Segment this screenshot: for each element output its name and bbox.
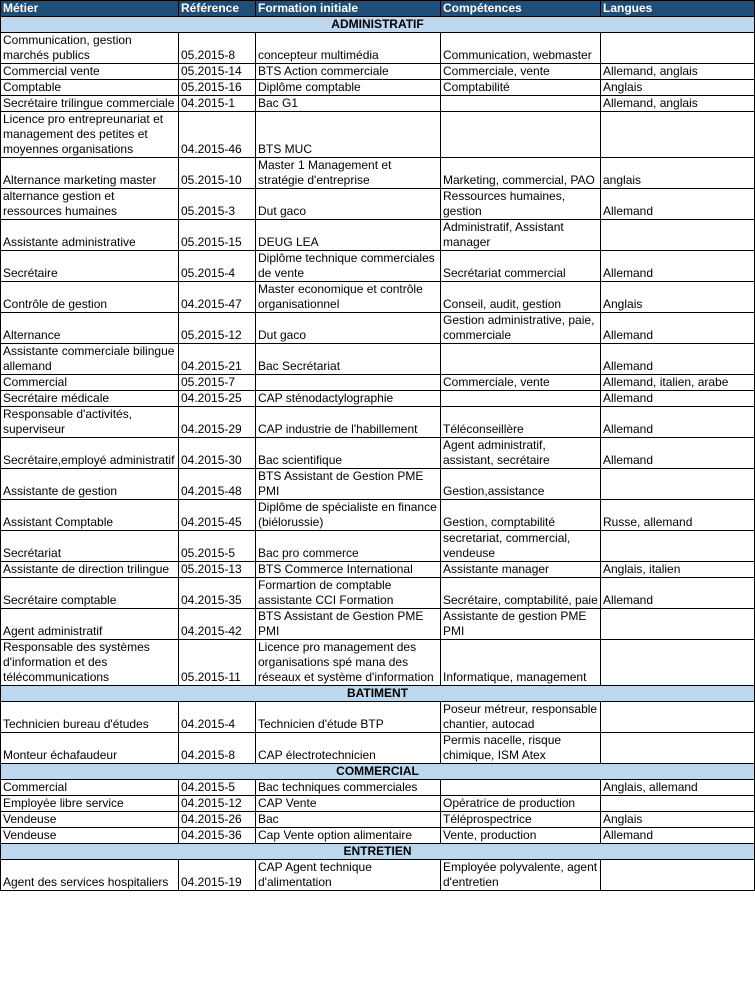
cell-reference: 05.2015-15 — [179, 220, 256, 251]
cell-langues: Anglais — [601, 812, 755, 828]
table-row — [1, 438, 755, 469]
cell-langues — [601, 702, 755, 733]
cell-competences — [441, 112, 601, 158]
cell-competences: Assistante manager — [441, 562, 601, 578]
cell-competences: Ressources humaines, gestion — [441, 189, 601, 220]
cell-formation: BTS Commerce International — [256, 562, 441, 578]
cell-competences: Commerciale, vente — [441, 375, 601, 391]
table-row — [1, 391, 755, 407]
cell-langues: Allemand — [601, 251, 755, 282]
cell-langues: Anglais — [601, 80, 755, 96]
cell-metier: Alternance marketing master — [1, 158, 179, 189]
cell-competences: Communication, webmaster — [441, 33, 601, 64]
cell-formation: Technicien d'étude BTP — [256, 702, 441, 733]
cell-reference: 05.2015-11 — [179, 640, 256, 686]
cell-formation: Bac scientifique — [256, 438, 441, 469]
cell-formation: Master economique et contrôle organisationnel — [256, 282, 441, 313]
cell-competences: Vente, production — [441, 828, 601, 844]
table-row — [1, 780, 755, 796]
section-title: COMMERCIAL — [1, 764, 755, 780]
cell-formation: Diplôme technique commerciales de vente — [256, 251, 441, 282]
table-row — [1, 158, 755, 189]
cell-langues: Anglais — [601, 282, 755, 313]
cell-reference: 04.2015-47 — [179, 282, 256, 313]
cell-metier: Secrétariat — [1, 531, 179, 562]
cell-langues: Anglais, italien — [601, 562, 755, 578]
cell-langues: Allemand — [601, 189, 755, 220]
cell-formation: Bac G1 — [256, 96, 441, 112]
cell-langues — [601, 112, 755, 158]
cell-formation: CAP industrie de l'habillement — [256, 407, 441, 438]
cell-formation: Master 1 Management et stratégie d'entreprise — [256, 158, 441, 189]
cell-langues: Anglais, allemand — [601, 780, 755, 796]
cell-formation: DEUG LEA — [256, 220, 441, 251]
cell-langues — [601, 796, 755, 812]
cell-langues: Allemand — [601, 828, 755, 844]
cell-reference: 04.2015-8 — [179, 733, 256, 764]
cell-formation: Dut gaco — [256, 189, 441, 220]
cell-formation: concepteur multimédia — [256, 33, 441, 64]
cell-metier: Assistante de gestion — [1, 469, 179, 500]
table-row — [1, 796, 755, 812]
table-row — [1, 531, 755, 562]
cell-reference: 05.2015-13 — [179, 562, 256, 578]
cell-reference: 05.2015-4 — [179, 251, 256, 282]
cell-metier: Responsable des systèmes d'information et des télécommunications — [1, 640, 179, 686]
cell-reference: 04.2015-1 — [179, 96, 256, 112]
cell-reference: 04.2015-12 — [179, 796, 256, 812]
cell-metier: Agent administratif — [1, 609, 179, 640]
table-row — [1, 578, 755, 609]
cell-competences: Employée polyvalente, agent d'entretien — [441, 860, 601, 891]
table-row — [1, 640, 755, 686]
cell-reference: 04.2015-35 — [179, 578, 256, 609]
table-row — [1, 407, 755, 438]
cell-competences — [441, 96, 601, 112]
cell-formation: BTS MUC — [256, 112, 441, 158]
header-reference: Référence — [179, 1, 256, 17]
cell-metier: Monteur échafaudeur — [1, 733, 179, 764]
cell-formation: CAP Vente — [256, 796, 441, 812]
cell-metier: Responsable d'activités, superviseur — [1, 407, 179, 438]
cell-langues — [601, 860, 755, 891]
cell-metier: Commercial vente — [1, 64, 179, 80]
cell-reference: 04.2015-45 — [179, 500, 256, 531]
cell-reference: 04.2015-29 — [179, 407, 256, 438]
table-row — [1, 733, 755, 764]
cell-metier: Assistante commerciale bilingue allemand — [1, 344, 179, 375]
cell-reference: 04.2015-26 — [179, 812, 256, 828]
cell-reference: 04.2015-21 — [179, 344, 256, 375]
cell-langues: Allemand, anglais — [601, 96, 755, 112]
cell-metier: Commercial — [1, 375, 179, 391]
cell-metier: Vendeuse — [1, 828, 179, 844]
cell-competences: Secrétariat commercial — [441, 251, 601, 282]
cell-metier: Assistante de direction trilingue — [1, 562, 179, 578]
section-header-row — [1, 764, 755, 780]
cell-competences: Gestion,assistance — [441, 469, 601, 500]
cell-metier: Secrétaire — [1, 251, 179, 282]
cell-langues: Allemand — [601, 313, 755, 344]
cell-langues: Russe, allemand — [601, 500, 755, 531]
table-row — [1, 64, 755, 80]
cell-metier: Communication, gestion marchés publics — [1, 33, 179, 64]
table-row — [1, 282, 755, 313]
table-row — [1, 375, 755, 391]
cell-langues — [601, 531, 755, 562]
cell-reference: 04.2015-5 — [179, 780, 256, 796]
cell-metier: Assistant Comptable — [1, 500, 179, 531]
cell-reference: 04.2015-4 — [179, 702, 256, 733]
cell-metier: Contrôle de gestion — [1, 282, 179, 313]
cell-formation: CAP électrotechnicien — [256, 733, 441, 764]
cell-formation — [256, 375, 441, 391]
table-row — [1, 220, 755, 251]
cell-langues: Allemand — [601, 438, 755, 469]
cell-formation: CAP Agent technique d'alimentation — [256, 860, 441, 891]
header-formation: Formation initiale — [256, 1, 441, 17]
cell-reference: 04.2015-46 — [179, 112, 256, 158]
cell-metier: Secrétaire,employé administratif — [1, 438, 179, 469]
cell-metier: Commercial — [1, 780, 179, 796]
cell-metier: Agent des services hospitaliers — [1, 860, 179, 891]
cell-metier: alternance gestion et ressources humaines — [1, 189, 179, 220]
cell-reference: 04.2015-19 — [179, 860, 256, 891]
cell-langues — [601, 640, 755, 686]
header-competences: Compétences — [441, 1, 601, 17]
cell-metier: Secrétaire médicale — [1, 391, 179, 407]
table-row — [1, 33, 755, 64]
cell-langues: Allemand — [601, 578, 755, 609]
cell-langues — [601, 469, 755, 500]
cell-metier: Vendeuse — [1, 812, 179, 828]
cell-reference: 04.2015-25 — [179, 391, 256, 407]
cell-formation: BTS Assistant de Gestion PME PMI — [256, 609, 441, 640]
cell-competences: Téléconseillère — [441, 407, 601, 438]
cell-competences: Comptabilité — [441, 80, 601, 96]
cell-competences: Gestion administrative, paie, commerciale — [441, 313, 601, 344]
table-row — [1, 609, 755, 640]
table-row — [1, 500, 755, 531]
cell-metier: Technicien bureau d'études — [1, 702, 179, 733]
cell-competences: Agent administratif, assistant, secrétaire — [441, 438, 601, 469]
section-header-row — [1, 17, 755, 33]
cell-competences: Conseil, audit, gestion — [441, 282, 601, 313]
cell-langues — [601, 33, 755, 64]
cell-langues: Allemand, italien, arabe — [601, 375, 755, 391]
table-row — [1, 562, 755, 578]
table-row — [1, 112, 755, 158]
cell-reference: 05.2015-14 — [179, 64, 256, 80]
cell-formation: Bac pro commerce — [256, 531, 441, 562]
table-row — [1, 96, 755, 112]
section-header-row — [1, 844, 755, 860]
cell-competences: secretariat, commercial, vendeuse — [441, 531, 601, 562]
section-title: ADMINISTRATIF — [1, 17, 755, 33]
table-row — [1, 313, 755, 344]
cell-metier: Licence pro entrepreunariat et management des petites et moyennes organisations — [1, 112, 179, 158]
cell-metier: Comptable — [1, 80, 179, 96]
table-row — [1, 812, 755, 828]
cell-reference: 04.2015-36 — [179, 828, 256, 844]
cell-reference: 05.2015-12 — [179, 313, 256, 344]
cell-langues: anglais — [601, 158, 755, 189]
cell-reference: 04.2015-48 — [179, 469, 256, 500]
table-row — [1, 344, 755, 375]
cell-competences: Assistante de gestion PME PMI — [441, 609, 601, 640]
cell-competences: Secrétaire, comptabilité, paie — [441, 578, 601, 609]
table-row — [1, 828, 755, 844]
cell-competences: Marketing, commercial, PAO — [441, 158, 601, 189]
cell-langues: Allemand, anglais — [601, 64, 755, 80]
cell-reference: 05.2015-3 — [179, 189, 256, 220]
cell-metier: Assistante administrative — [1, 220, 179, 251]
cell-reference: 05.2015-16 — [179, 80, 256, 96]
cell-formation: CAP sténodactylographie — [256, 391, 441, 407]
cell-metier: Secrétaire trilingue commerciale — [1, 96, 179, 112]
table-row — [1, 469, 755, 500]
cell-competences: Commerciale, vente — [441, 64, 601, 80]
cell-reference: 05.2015-7 — [179, 375, 256, 391]
table-body — [1, 17, 755, 891]
cell-metier: Secrétaire comptable — [1, 578, 179, 609]
cell-formation: Bac — [256, 812, 441, 828]
cell-formation: Licence pro management des organisations spé mana des réseaux et système d'information — [256, 640, 441, 686]
section-title: BATIMENT — [1, 686, 755, 702]
cell-competences: Poseur métreur, responsable chantier, autocad — [441, 702, 601, 733]
cell-formation: Diplôme de spécialiste en finance (biélorussie) — [256, 500, 441, 531]
cell-langues — [601, 733, 755, 764]
cell-competences — [441, 344, 601, 375]
cell-langues: Allemand — [601, 344, 755, 375]
header-metier: Métier — [1, 1, 179, 17]
section-header-row — [1, 686, 755, 702]
cell-reference: 05.2015-5 — [179, 531, 256, 562]
cell-formation: BTS Action commerciale — [256, 64, 441, 80]
cell-reference: 05.2015-8 — [179, 33, 256, 64]
cell-competences — [441, 780, 601, 796]
cell-reference: 04.2015-30 — [179, 438, 256, 469]
cell-competences — [441, 391, 601, 407]
cell-competences: Informatique, management — [441, 640, 601, 686]
cell-formation: Dut gaco — [256, 313, 441, 344]
cell-langues: Allemand — [601, 391, 755, 407]
table-row — [1, 860, 755, 891]
section-title: ENTRETIEN — [1, 844, 755, 860]
cell-metier: Employée libre service — [1, 796, 179, 812]
cell-formation: Diplôme comptable — [256, 80, 441, 96]
cell-competences: Téléprospectrice — [441, 812, 601, 828]
cell-reference: 04.2015-42 — [179, 609, 256, 640]
cell-langues: Allemand — [601, 407, 755, 438]
table-row — [1, 189, 755, 220]
cell-competences: Opératrice de production — [441, 796, 601, 812]
header-langues: Langues — [601, 1, 755, 17]
cell-competences: Administratif, Assistant manager — [441, 220, 601, 251]
cell-formation: BTS Assistant de Gestion PME PMI — [256, 469, 441, 500]
cell-competences: Permis nacelle, risque chimique, ISM Atex — [441, 733, 601, 764]
cell-formation: Bac Secrétariat — [256, 344, 441, 375]
header-row — [1, 1, 755, 17]
cell-langues — [601, 609, 755, 640]
cell-competences: Gestion, comptabilité — [441, 500, 601, 531]
cell-langues — [601, 220, 755, 251]
cell-metier: Alternance — [1, 313, 179, 344]
cell-formation: Formartion de comptable assistante CCI Formation — [256, 578, 441, 609]
cell-formation: Cap Vente option alimentaire — [256, 828, 441, 844]
table-row — [1, 702, 755, 733]
cell-reference: 05.2015-10 — [179, 158, 256, 189]
cell-formation: Bac techniques commerciales — [256, 780, 441, 796]
table-row — [1, 80, 755, 96]
table-row — [1, 251, 755, 282]
